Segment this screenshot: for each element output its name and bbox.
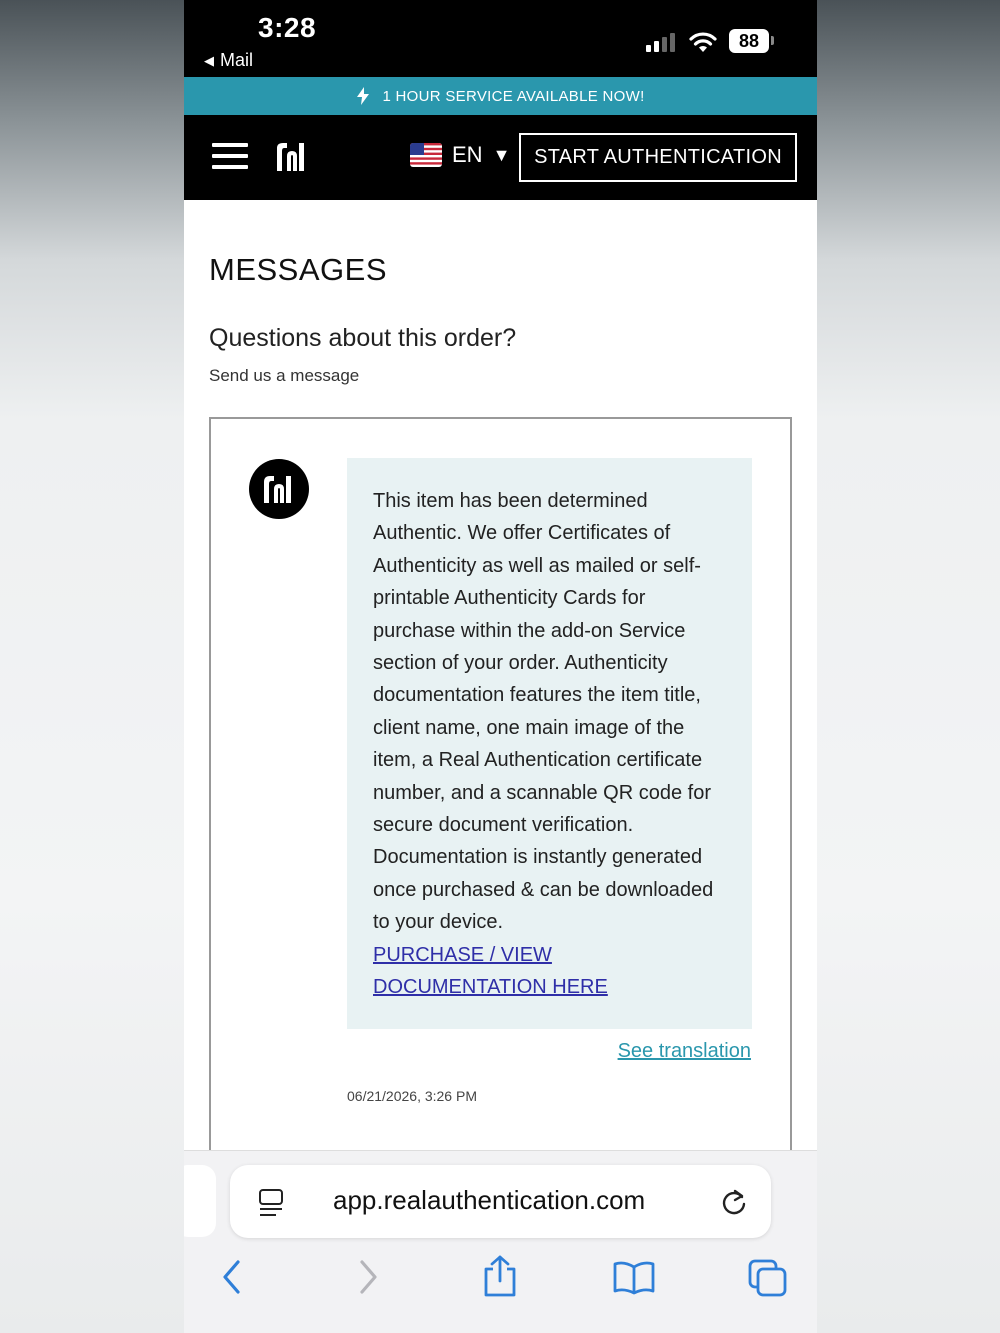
back-triangle-icon: ◀ — [204, 52, 214, 68]
language-selector[interactable] — [410, 142, 510, 168]
back-to-mail-link[interactable] — [204, 50, 253, 71]
link-line-2: DOCUMENTATION HERE — [373, 976, 608, 999]
status-time: 3:28 — [258, 12, 317, 43]
hamburger-menu-icon[interactable] — [212, 143, 248, 171]
tabs-icon[interactable] — [748, 1259, 788, 1297]
promo-text: 1 HOUR SERVICE AVAILABLE NOW! — [382, 87, 645, 105]
battery-nub — [771, 36, 774, 45]
lightning-bolt-icon — [356, 87, 370, 105]
bookmarks-icon[interactable] — [612, 1261, 656, 1295]
previous-tab-preview[interactable] — [184, 1165, 216, 1237]
message-body: This item has been determined Authentic. We offer Certificates of Authenticity as well as mailed or self-printable Authenticity Cards for purchase within the add-on Service section of your order. Authenticity documentation features the item title, client name, one main image of the item, a Real Authentication certificate number, and a scannable QR code for secure document verification. Documentation is instantly generated once purchased & can be downloaded to your device. — [373, 490, 714, 934]
cellular-signal-icon — [646, 32, 680, 52]
start-authentication-button[interactable]: START AUTHENTICATION — [519, 133, 797, 182]
see-translation-link[interactable]: See translation — [617, 1040, 751, 1062]
caret-down-icon: ▼ — [492, 144, 511, 165]
address-bar[interactable] — [230, 1165, 771, 1238]
battery-indicator: 88 — [729, 29, 769, 53]
send-message-helper: Send us a message — [209, 366, 360, 385]
brand-logo[interactable] — [275, 142, 307, 172]
language-code: EN — [452, 142, 483, 167]
page-title: MESSAGES — [209, 252, 387, 287]
message-bubble — [347, 458, 752, 1029]
page-subtitle: Questions about this order? — [209, 324, 517, 352]
share-icon[interactable] — [482, 1255, 518, 1297]
url-text: app.realauthentication.com — [333, 1185, 646, 1215]
promo-banner[interactable] — [184, 77, 817, 115]
status-bar — [184, 0, 817, 77]
reload-icon[interactable] — [720, 1187, 748, 1217]
wifi-icon — [688, 30, 718, 54]
reader-mode-icon[interactable] — [258, 1189, 284, 1217]
top-nav — [184, 115, 817, 200]
back-arrow-icon[interactable] — [220, 1259, 244, 1295]
link-line-1: PURCHASE / VIEW — [373, 943, 552, 966]
message-thread — [209, 417, 792, 1177]
us-flag-icon — [410, 143, 442, 167]
forward-arrow-icon[interactable] — [356, 1259, 380, 1295]
phone-screen — [184, 0, 817, 1333]
purchase-documentation-link[interactable] — [373, 939, 726, 1004]
message-timestamp: 06/21/2026, 3:26 PM — [347, 1088, 477, 1104]
browser-toolbar — [184, 1150, 817, 1333]
back-app-label: Mail — [220, 50, 254, 70]
sender-avatar — [249, 459, 309, 519]
